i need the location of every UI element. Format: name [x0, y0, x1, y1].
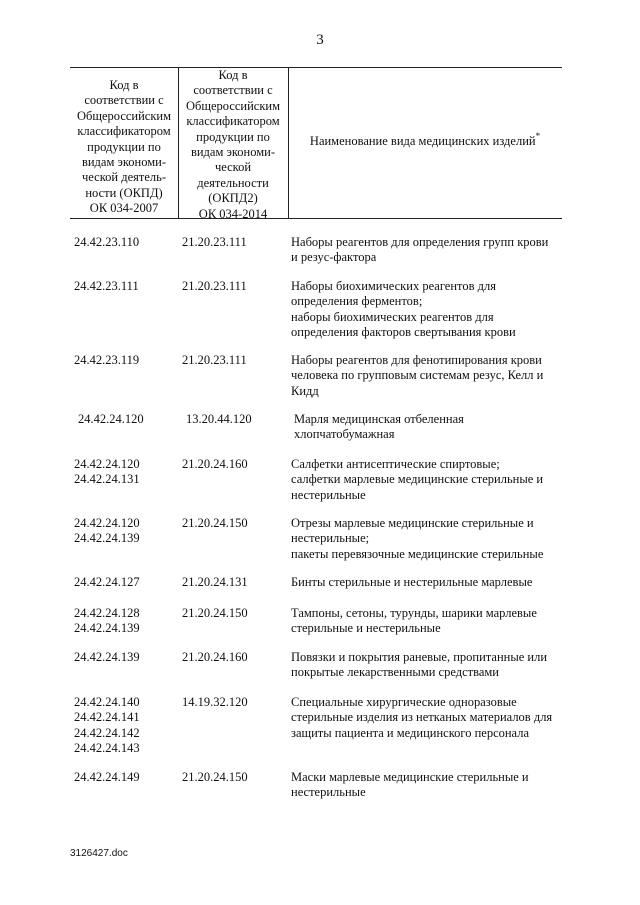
item-name: Бинты стерильные и нестерильные марлевые — [291, 575, 533, 589]
page-number: 3 — [316, 32, 324, 48]
okpd2-code: 21.20.24.160 — [182, 650, 248, 664]
file-name-footer: 3126427.doc — [70, 848, 128, 859]
item-name: Повязки и покрытия раневые, пропитанные или покрытые лекарственными средствами — [291, 650, 548, 680]
okpd2-code: 21.20.24.160 — [182, 457, 248, 471]
okpd2-code: 21.20.24.150 — [182, 770, 248, 784]
okpd-code: 24.42.24.149 — [74, 770, 140, 784]
header-item-name — [288, 131, 562, 149]
okpd2-code: 21.20.23.111 — [182, 353, 247, 367]
okpd2-code: 21.20.23.111 — [182, 235, 247, 249]
okpd-code: 24.42.24.140 24.42.24.141 24.42.24.142 24.42.24.143 — [74, 695, 140, 756]
okpd2-code: 14.19.32.120 — [182, 695, 248, 709]
okpd2-code: 21.20.23.111 — [182, 279, 247, 293]
item-name: Наборы реагентов для фенотипирования крови человека по групповым системам резус, Келл и Кидд — [291, 353, 544, 398]
okpd-code: 24.42.24.120 24.42.24.139 — [74, 516, 140, 546]
item-name: Тампоны, сетоны, турунды, шарики марлевые стерильные и нестерильные — [291, 606, 537, 636]
okpd-code: 24.42.24.127 — [74, 575, 140, 589]
footnote-mark: * — [535, 131, 541, 141]
header-okpd2: Код в соответствии с Общероссийским классификатором продукции по видам экономи- ческой деятельности (ОКПД2) ОК 034-2014 — [185, 68, 281, 221]
item-name: Марля медицинская отбеленная хлопчатобумажная — [294, 412, 464, 442]
item-name: Салфетки антисептические спиртовые; салфетки марлевые медицинские стерильные и нестерильные — [291, 457, 544, 502]
okpd-code: 24.42.23.119 — [74, 353, 140, 367]
okpd2-code: 21.20.24.150 — [182, 516, 248, 530]
header-item-name-text: Наименование вида медицинских изделий — [309, 134, 536, 148]
okpd2-code: 21.20.24.150 — [182, 606, 248, 620]
table-top-rule — [70, 67, 562, 68]
okpd-code: 24.42.23.110 — [74, 235, 140, 249]
item-name: Наборы реагентов для определения групп крови и резус-фактора — [291, 235, 549, 265]
okpd2-code: 21.20.24.131 — [182, 575, 248, 589]
okpd-code: 24.42.24.139 — [74, 650, 140, 664]
item-name: Маски марлевые медицинские стерильные и нестерильные — [291, 770, 529, 800]
okpd2-code: 13.20.44.120 — [186, 412, 252, 426]
item-name: Отрезы марлевые медицинские стерильные и нестерильные; пакеты перевязочные медицинские стерильные — [291, 516, 544, 561]
okpd-code: 24.42.24.120 — [78, 412, 144, 426]
okpd-code: 24.42.23.111 — [74, 279, 139, 293]
header-bottom-rule — [70, 218, 562, 219]
item-name: Наборы биохимических реагентов для определения ферментов; наборы биохимических реагентов для определения факторов свертывания крови — [291, 279, 516, 340]
okpd-code: 24.42.24.120 24.42.24.131 — [74, 457, 140, 487]
okpd-code: 24.42.24.128 24.42.24.139 — [74, 606, 140, 636]
item-name: Специальные хирургические одноразовые стерильные изделия из нетканых материалов для защиты пациента и медицинского персонала — [291, 695, 553, 740]
header-okpd: Код в соответствии с Общероссийским классификатором продукции по видам экономи- ческой деятель- ности (ОКПД) ОК 034-2007 — [76, 78, 172, 216]
